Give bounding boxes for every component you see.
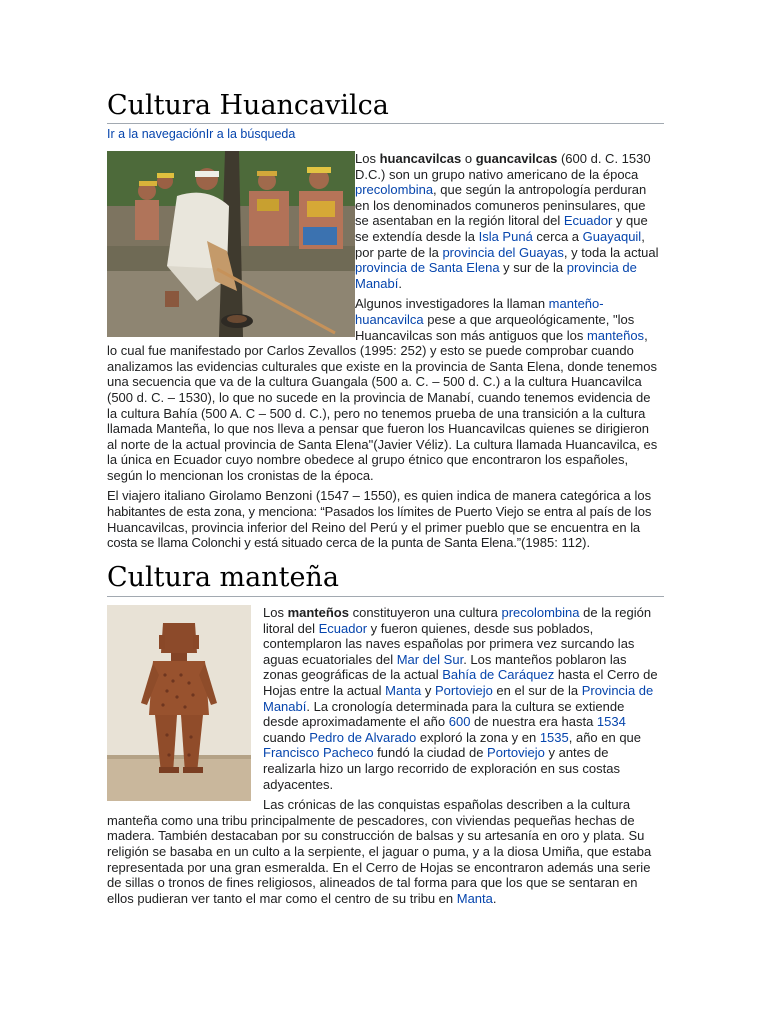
wiki-link[interactable]: precolombina — [355, 182, 434, 198]
text-run: constituyeron una cultura — [348, 605, 502, 620]
wiki-link[interactable]: Ecuador — [563, 213, 613, 229]
wiki-link[interactable]: provincia del Guayas — [442, 244, 564, 260]
text-run: cerca a — [532, 228, 583, 244]
wiki-link[interactable]: provincia de Manabí — [355, 260, 637, 291]
mantena-figurine-photo — [107, 605, 251, 801]
text-run: (1985: 112). — [520, 535, 591, 551]
text-run: y sur de la — [499, 260, 567, 276]
text-run: , lo cual fue manifestado por Carlos Zevallos (1995: 252) y esto se puede comprobar cuando analizamos las evidencias culturales que existe en la provincia de Santa Elena, donde tenemos una secuencia que va de la cultura Guangala (500 a. C. – 500 d. C.) a la cultura Huancavilca (500 d. C. – 1530), lo que no sucede en la provincia de Manabí, cuando tenemos evidencia de la cultura Bahía (500 A. C – 500 d. C.), pero no tenemos prueba de una transición a la cultura llamada Manteña, lo que nos lleva a pensar que fueron los Huancavilcas quienes se dirigieron al norte de la actual provincia de Santa Elena"(Javier Véliz). La cultura llamada Huancavilca, es la única en Ecuador cuyo nombre obedece al grupo étnico que encontraron los españoles, según lo mencionan los cronistas de la época. — [107, 327, 658, 483]
wiki-link[interactable]: Manta — [385, 682, 422, 698]
text-run: en el sur de la — [492, 682, 582, 698]
text-run: Los — [263, 605, 288, 620]
text-run: la costa se llama Colonchi y está situado cerca de la punta de Santa Elena.” — [107, 519, 641, 551]
text-run: Algunos investigadores la llaman — [355, 296, 549, 312]
section-mantena-body — [107, 605, 661, 911]
wiki-link[interactable]: Manta — [456, 890, 493, 906]
wiki-link[interactable]: 600 — [448, 714, 471, 730]
text-run: , y toda la actual — [563, 244, 659, 260]
link-ir-a-la-navegacion[interactable]: Ir a la navegación — [107, 127, 206, 141]
text-run: . — [492, 890, 497, 906]
heading-cultura-mantena: Cultura manteña — [107, 562, 339, 593]
wiki-link[interactable]: Isla Puná — [478, 228, 533, 244]
bold-term: manteños — [287, 605, 349, 620]
link-ir-a-la-busqueda[interactable]: Ir a la búsqueda — [205, 127, 296, 141]
wiki-link[interactable]: Pedro de Alvarado — [309, 729, 417, 745]
wiki-link[interactable]: Bahía de Caráquez — [442, 667, 555, 683]
wiki-link[interactable]: Ecuador — [318, 620, 368, 636]
text-run: cuando — [263, 729, 310, 745]
huancavilca-photo — [107, 151, 355, 337]
text-run: . Los manteños poblaron las zonas geográficas de la actual — [263, 651, 627, 683]
section-huancavilca-body — [107, 151, 661, 556]
bold-term: huancavilcas — [379, 151, 462, 166]
paragraph-benzoni — [107, 488, 661, 550]
text-run: de la región litoral del — [263, 605, 652, 636]
paragraph-cronicas — [107, 797, 661, 906]
text-run: Las crónicas de las conquistas españolas describen a la cultura manteña como una tribu principalmente de pescadores, con viviendas pequeñas hechas de madera. También destacaban por su construcción de balsas y su artesanía en oro y plata. Su religión se basaba en un culto a la serpiente, el jaguar o puma, y a la diosa Umiña, que estaba representada por una gran esmeralda. En el Cerro de Hojas se encontraron además una serie de sillas o tronos de fines religiosos, alineados de tal forma para que los que se sentaran en ellos pudieran ver tanto el mar como el centro de su tribu en — [107, 797, 652, 906]
text-run: y antes de realizarla hizo un largo recorrido de exploración en sus costas adyacentes. — [263, 745, 620, 792]
text-run: los Huancavilcas, provincia inferior del Reino del Perú y el primer pueblo que se encuentra en — [107, 504, 652, 535]
text-run: El viajero italiano Girolamo Benzoni (1547 – 1550), es quien indica de manera categórica a los — [107, 488, 652, 504]
text-run: habitantes de esta zona, y menciona: “Pasados los límites de Puerto Viejo se entra al país de — [107, 504, 632, 520]
text-run: Los — [355, 151, 380, 166]
wiki-link[interactable]: Portoviejo — [487, 745, 545, 761]
text-run: . — [398, 275, 402, 291]
wiki-link[interactable]: 1535 — [539, 729, 569, 745]
wiki-link[interactable]: precolombina — [501, 605, 580, 620]
wiki-link[interactable]: manteño-huancavilca — [355, 296, 604, 327]
text-run: , por parte de la — [355, 228, 645, 260]
text-run: y — [421, 682, 435, 698]
bold-term: guancavilcas — [475, 151, 558, 166]
heading-underline — [107, 123, 664, 124]
jump-links — [107, 127, 295, 143]
text-run: fundó la ciudad de — [373, 745, 488, 761]
text-run: (600 d. C. 1530 D.C.) son un grupo nativo americano de la época — [355, 151, 651, 182]
wiki-link[interactable]: Francisco Pacheco — [263, 745, 374, 761]
wiki-link[interactable]: 1534 — [596, 714, 626, 730]
text-run: y que se extendía desde la — [355, 213, 648, 244]
heading-underline-2 — [107, 596, 664, 597]
text-run: hasta el Cerro de Hojas entre la actual — [263, 667, 658, 698]
text-run: pese a que arqueológicamente, "los Huancavilcas son más antiguos que los — [355, 311, 635, 343]
wiki-link[interactable]: Guayaquil — [582, 228, 642, 244]
wiki-link[interactable]: Mar del Sur — [396, 651, 464, 667]
wiki-link[interactable]: Portoviejo — [435, 682, 493, 698]
text-run: o — [461, 151, 476, 166]
wiki-link[interactable]: provincia de Santa Elena — [355, 260, 500, 276]
text-run: de nuestra era hasta — [470, 714, 597, 730]
text-run: , año en que — [568, 729, 642, 745]
text-run: . La cronología determinada para la cultura se extiende desde aproximadamente el año — [263, 698, 625, 730]
heading-cultura-huancavilca: Cultura Huancavilca — [107, 90, 389, 121]
text-run: exploró la zona y en — [416, 729, 540, 745]
wiki-link[interactable]: manteños — [586, 327, 645, 343]
text-run: , que según la antropología perduran en los denominados comuneros peninsulares, que se asentaban en la región litoral del — [355, 182, 647, 229]
text-run: y fueron quienes, desde sus poblados, contemplaron las naves españolas por primera vez surcando las aguas ecuatoriales del — [263, 620, 635, 667]
wiki-link[interactable]: Provincia de Manabí — [263, 682, 654, 714]
